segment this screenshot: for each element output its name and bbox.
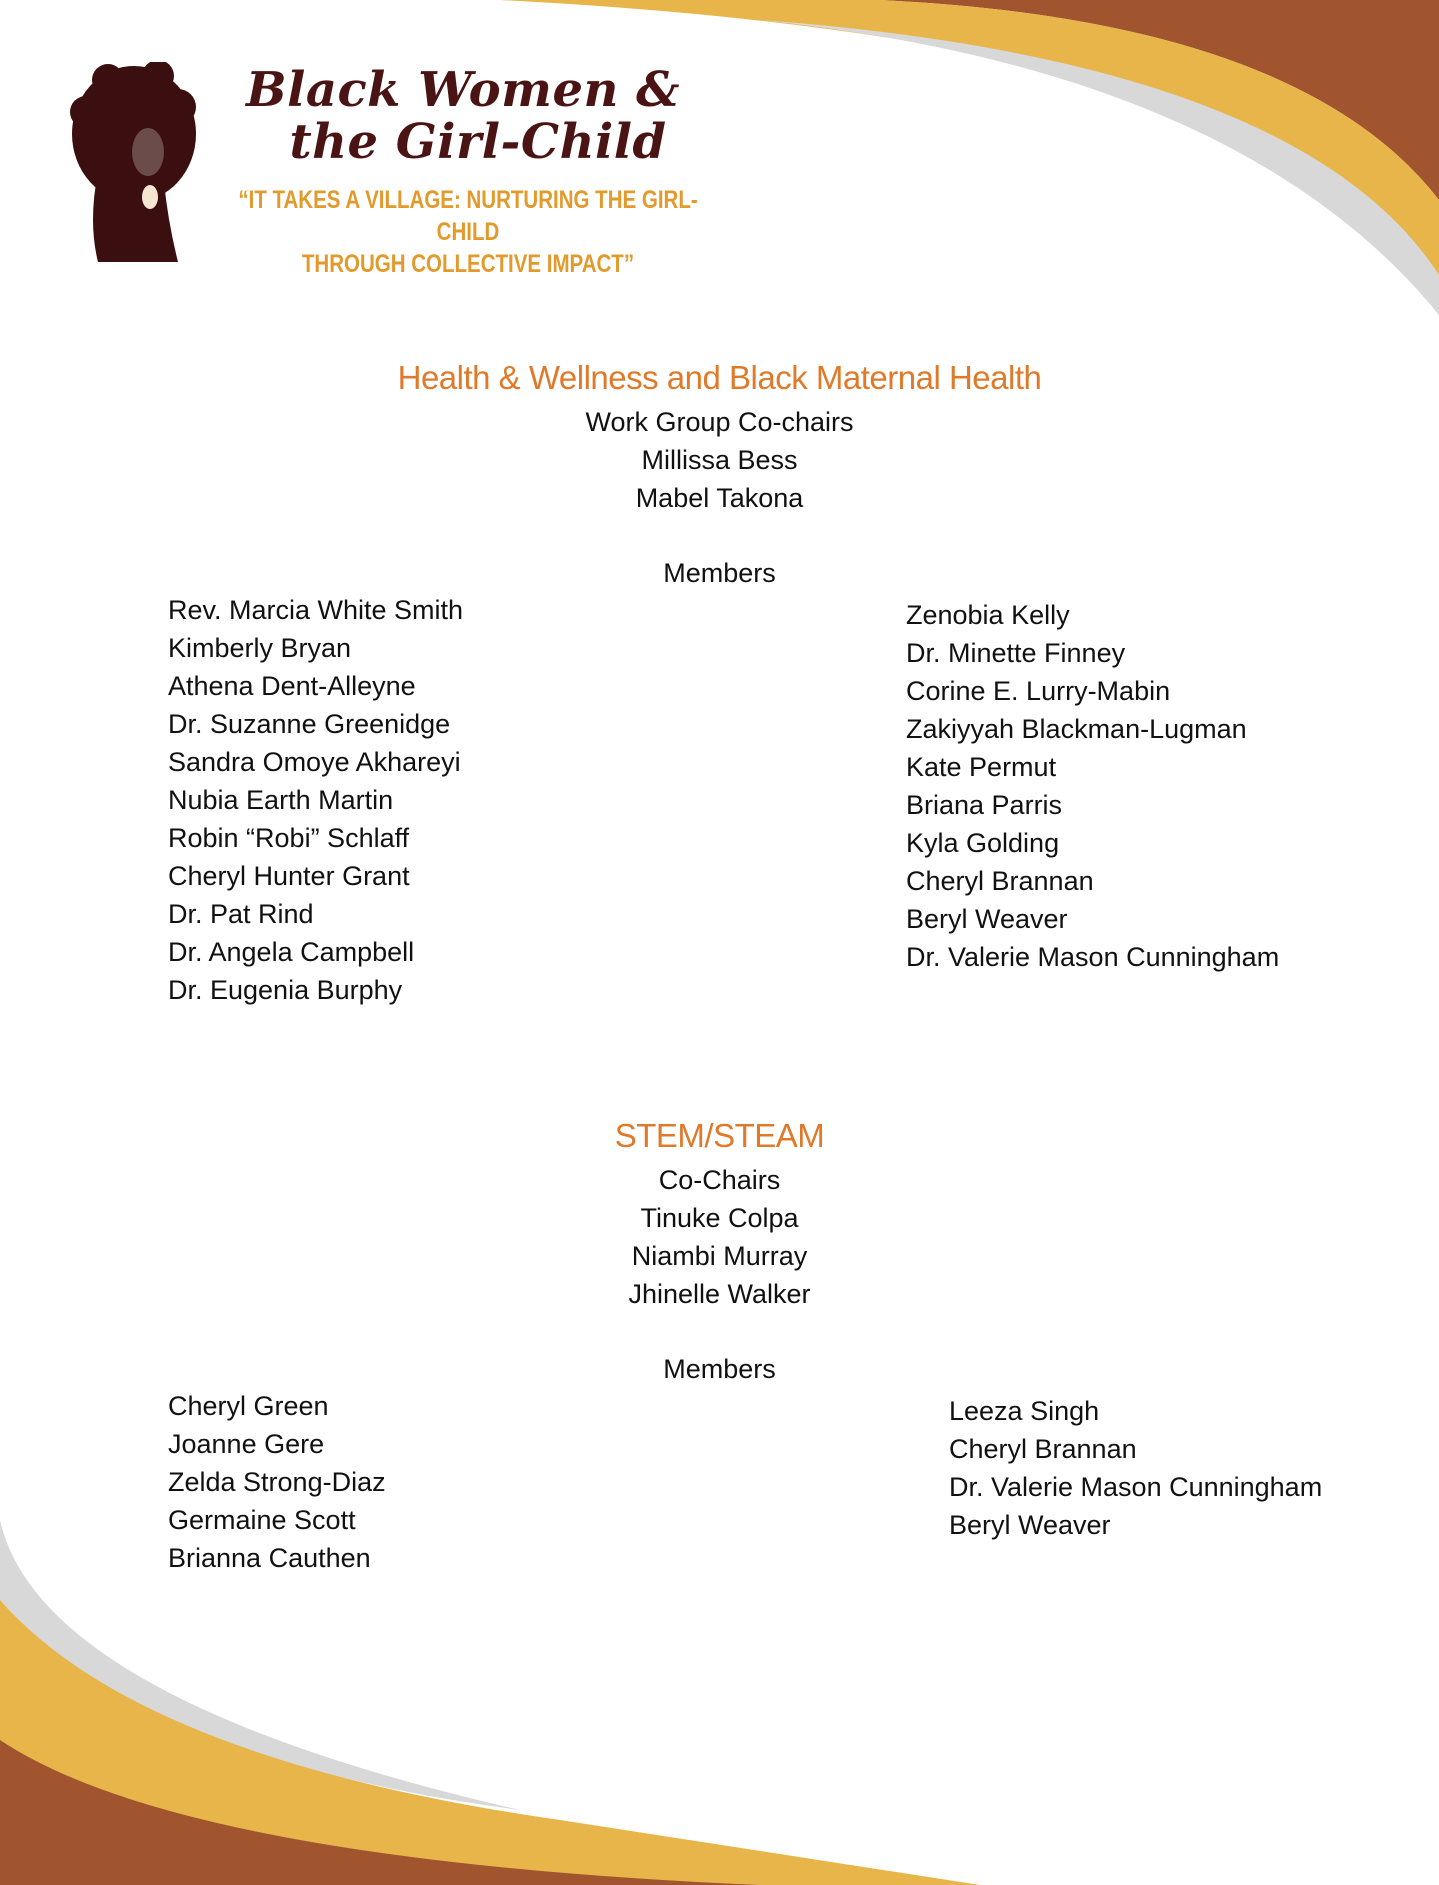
member-name: Dr. Valerie Mason Cunningham: [906, 942, 1280, 972]
member-name: Dr. Pat Rind: [168, 899, 314, 929]
member-name: Dr. Minette Finney: [906, 638, 1126, 668]
health-chair-name: Millissa Bess: [641, 445, 798, 475]
member-name: Leeza Singh: [949, 1396, 1100, 1426]
member-name: Kyla Golding: [906, 828, 1060, 858]
stem-chairs-block: [0, 1161, 1439, 1313]
logo-tagline: [230, 184, 706, 280]
health-members-left-list: [168, 591, 463, 1009]
member-name: Sandra Omoye Akhareyi: [168, 747, 461, 777]
member-name: Briana Parris: [906, 790, 1063, 820]
member-name: Dr. Eugenia Burphy: [168, 975, 403, 1005]
health-chair-name: Mabel Takona: [635, 483, 804, 513]
stem-chair-name: Niambi Murray: [631, 1241, 808, 1271]
member-name: Dr. Angela Campbell: [168, 937, 415, 967]
stem-chairs-label: Co-Chairs: [658, 1165, 781, 1195]
health-section-heading: Health & Wellness and Black Maternal Health: [397, 359, 1042, 396]
logo-title-line2: the Girl-Child: [289, 114, 667, 170]
logo-tagline-line1: “IT TAKES A VILLAGE: NURTURING THE GIRL-CHILD: [238, 186, 698, 246]
member-name: Robin “Robi” Schlaff: [168, 823, 410, 853]
member-name: Athena Dent-Alleyne: [168, 671, 416, 701]
member-name: Kimberly Bryan: [168, 633, 352, 663]
member-name: Zenobia Kelly: [906, 600, 1070, 630]
member-name: Beryl Weaver: [906, 904, 1068, 934]
member-name: Zelda Strong-Diaz: [168, 1467, 386, 1497]
logo-tagline-line2: THROUGH COLLECTIVE IMPACT”: [301, 250, 635, 278]
logo-title: [213, 64, 713, 168]
health-members-right-list: [906, 596, 1279, 976]
member-name: Joanne Gere: [168, 1429, 325, 1459]
stem-chair-name: Tinuke Colpa: [640, 1203, 799, 1233]
logo-title-line1: Black Women &: [246, 62, 680, 118]
member-name: Kate Permut: [906, 752, 1057, 782]
member-name: Brianna Cauthen: [168, 1543, 371, 1573]
health-members-label: Members: [663, 558, 776, 588]
stem-members-left-list: [168, 1387, 386, 1577]
member-name: Corine E. Lurry-Mabin: [906, 676, 1171, 706]
member-name: Zakiyyah Blackman-Lugman: [906, 714, 1247, 744]
member-name: Beryl Weaver: [949, 1510, 1111, 1540]
health-chairs-block: [0, 403, 1439, 517]
member-name: Dr. Suzanne Greenidge: [168, 709, 451, 739]
member-name: Rev. Marcia White Smith: [168, 595, 464, 625]
member-name: Dr. Valerie Mason Cunningham: [949, 1472, 1323, 1502]
member-name: Nubia Earth Martin: [168, 785, 394, 815]
health-chairs-label: Work Group Co-chairs: [585, 407, 854, 437]
member-name: Cheryl Green: [168, 1391, 329, 1421]
stem-section-heading: STEM/STEAM: [614, 1117, 825, 1154]
stem-members-right-list: [949, 1392, 1322, 1544]
member-name: Germaine Scott: [168, 1505, 356, 1535]
stem-chair-name: Jhinelle Walker: [628, 1279, 811, 1309]
stem-members-label: Members: [663, 1354, 776, 1384]
member-name: Cheryl Hunter Grant: [168, 861, 410, 891]
organization-logo: [68, 62, 708, 278]
member-name: Cheryl Brannan: [949, 1434, 1137, 1464]
member-name: Cheryl Brannan: [906, 866, 1094, 896]
woman-silhouette-icon: [68, 62, 203, 262]
